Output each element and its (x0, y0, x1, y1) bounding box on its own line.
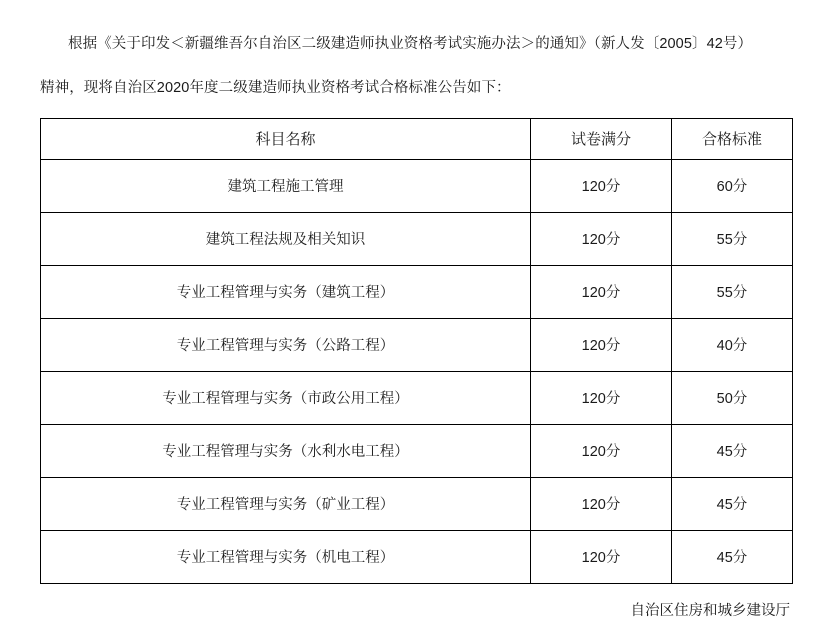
cell-pass-score: 45分 (672, 477, 793, 530)
cell-full-score: 120分 (531, 318, 672, 371)
table-header-row (41, 118, 793, 159)
intro-paragraph-line-2: 精神，现将自治区2020年度二级建造师执业资格考试合格标准公告如下： (40, 80, 511, 96)
cell-subject: 建筑工程法规及相关知识 (41, 212, 531, 265)
column-header-full-score: 试卷满分 (531, 118, 672, 159)
table-row (41, 530, 793, 583)
cell-subject: 专业工程管理与实务（建筑工程） (41, 265, 531, 318)
cell-full-score: 120分 (531, 265, 672, 318)
cell-full-score: 120分 (531, 159, 672, 212)
intro-paragraph-line-1: 根据《关于印发＜新疆维吾尔自治区二级建造师执业资格考试实施办法＞的通知》（新人发〔2005〕42号） (68, 35, 753, 52)
cell-subject: 专业工程管理与实务（矿业工程） (41, 477, 531, 530)
cell-subject: 专业工程管理与实务（机电工程） (41, 530, 531, 583)
table-row (41, 371, 793, 424)
cell-pass-score: 40分 (672, 318, 793, 371)
table-row (41, 159, 793, 212)
cell-subject: 建筑工程施工管理 (41, 159, 531, 212)
cell-pass-score: 55分 (672, 265, 793, 318)
cell-full-score: 120分 (531, 371, 672, 424)
signature-line: 自治区住房和城乡建设厅 (630, 602, 790, 619)
cell-pass-score: 55分 (672, 212, 793, 265)
table-row (41, 318, 793, 371)
table-row (41, 477, 793, 530)
pass-standard-table (40, 118, 793, 584)
cell-full-score: 120分 (531, 424, 672, 477)
cell-pass-score: 50分 (672, 371, 793, 424)
table-row (41, 265, 793, 318)
cell-subject: 专业工程管理与实务（市政公用工程） (41, 371, 531, 424)
cell-full-score: 120分 (531, 477, 672, 530)
column-header-subject: 科目名称 (41, 118, 531, 159)
cell-full-score: 120分 (531, 530, 672, 583)
cell-pass-score: 45分 (672, 530, 793, 583)
table-row (41, 212, 793, 265)
column-header-pass-score: 合格标准 (672, 118, 793, 159)
cell-subject: 专业工程管理与实务（水利水电工程） (41, 424, 531, 477)
cell-pass-score: 60分 (672, 159, 793, 212)
cell-full-score: 120分 (531, 212, 672, 265)
cell-pass-score: 45分 (672, 424, 793, 477)
table-row (41, 424, 793, 477)
cell-subject: 专业工程管理与实务（公路工程） (41, 318, 531, 371)
